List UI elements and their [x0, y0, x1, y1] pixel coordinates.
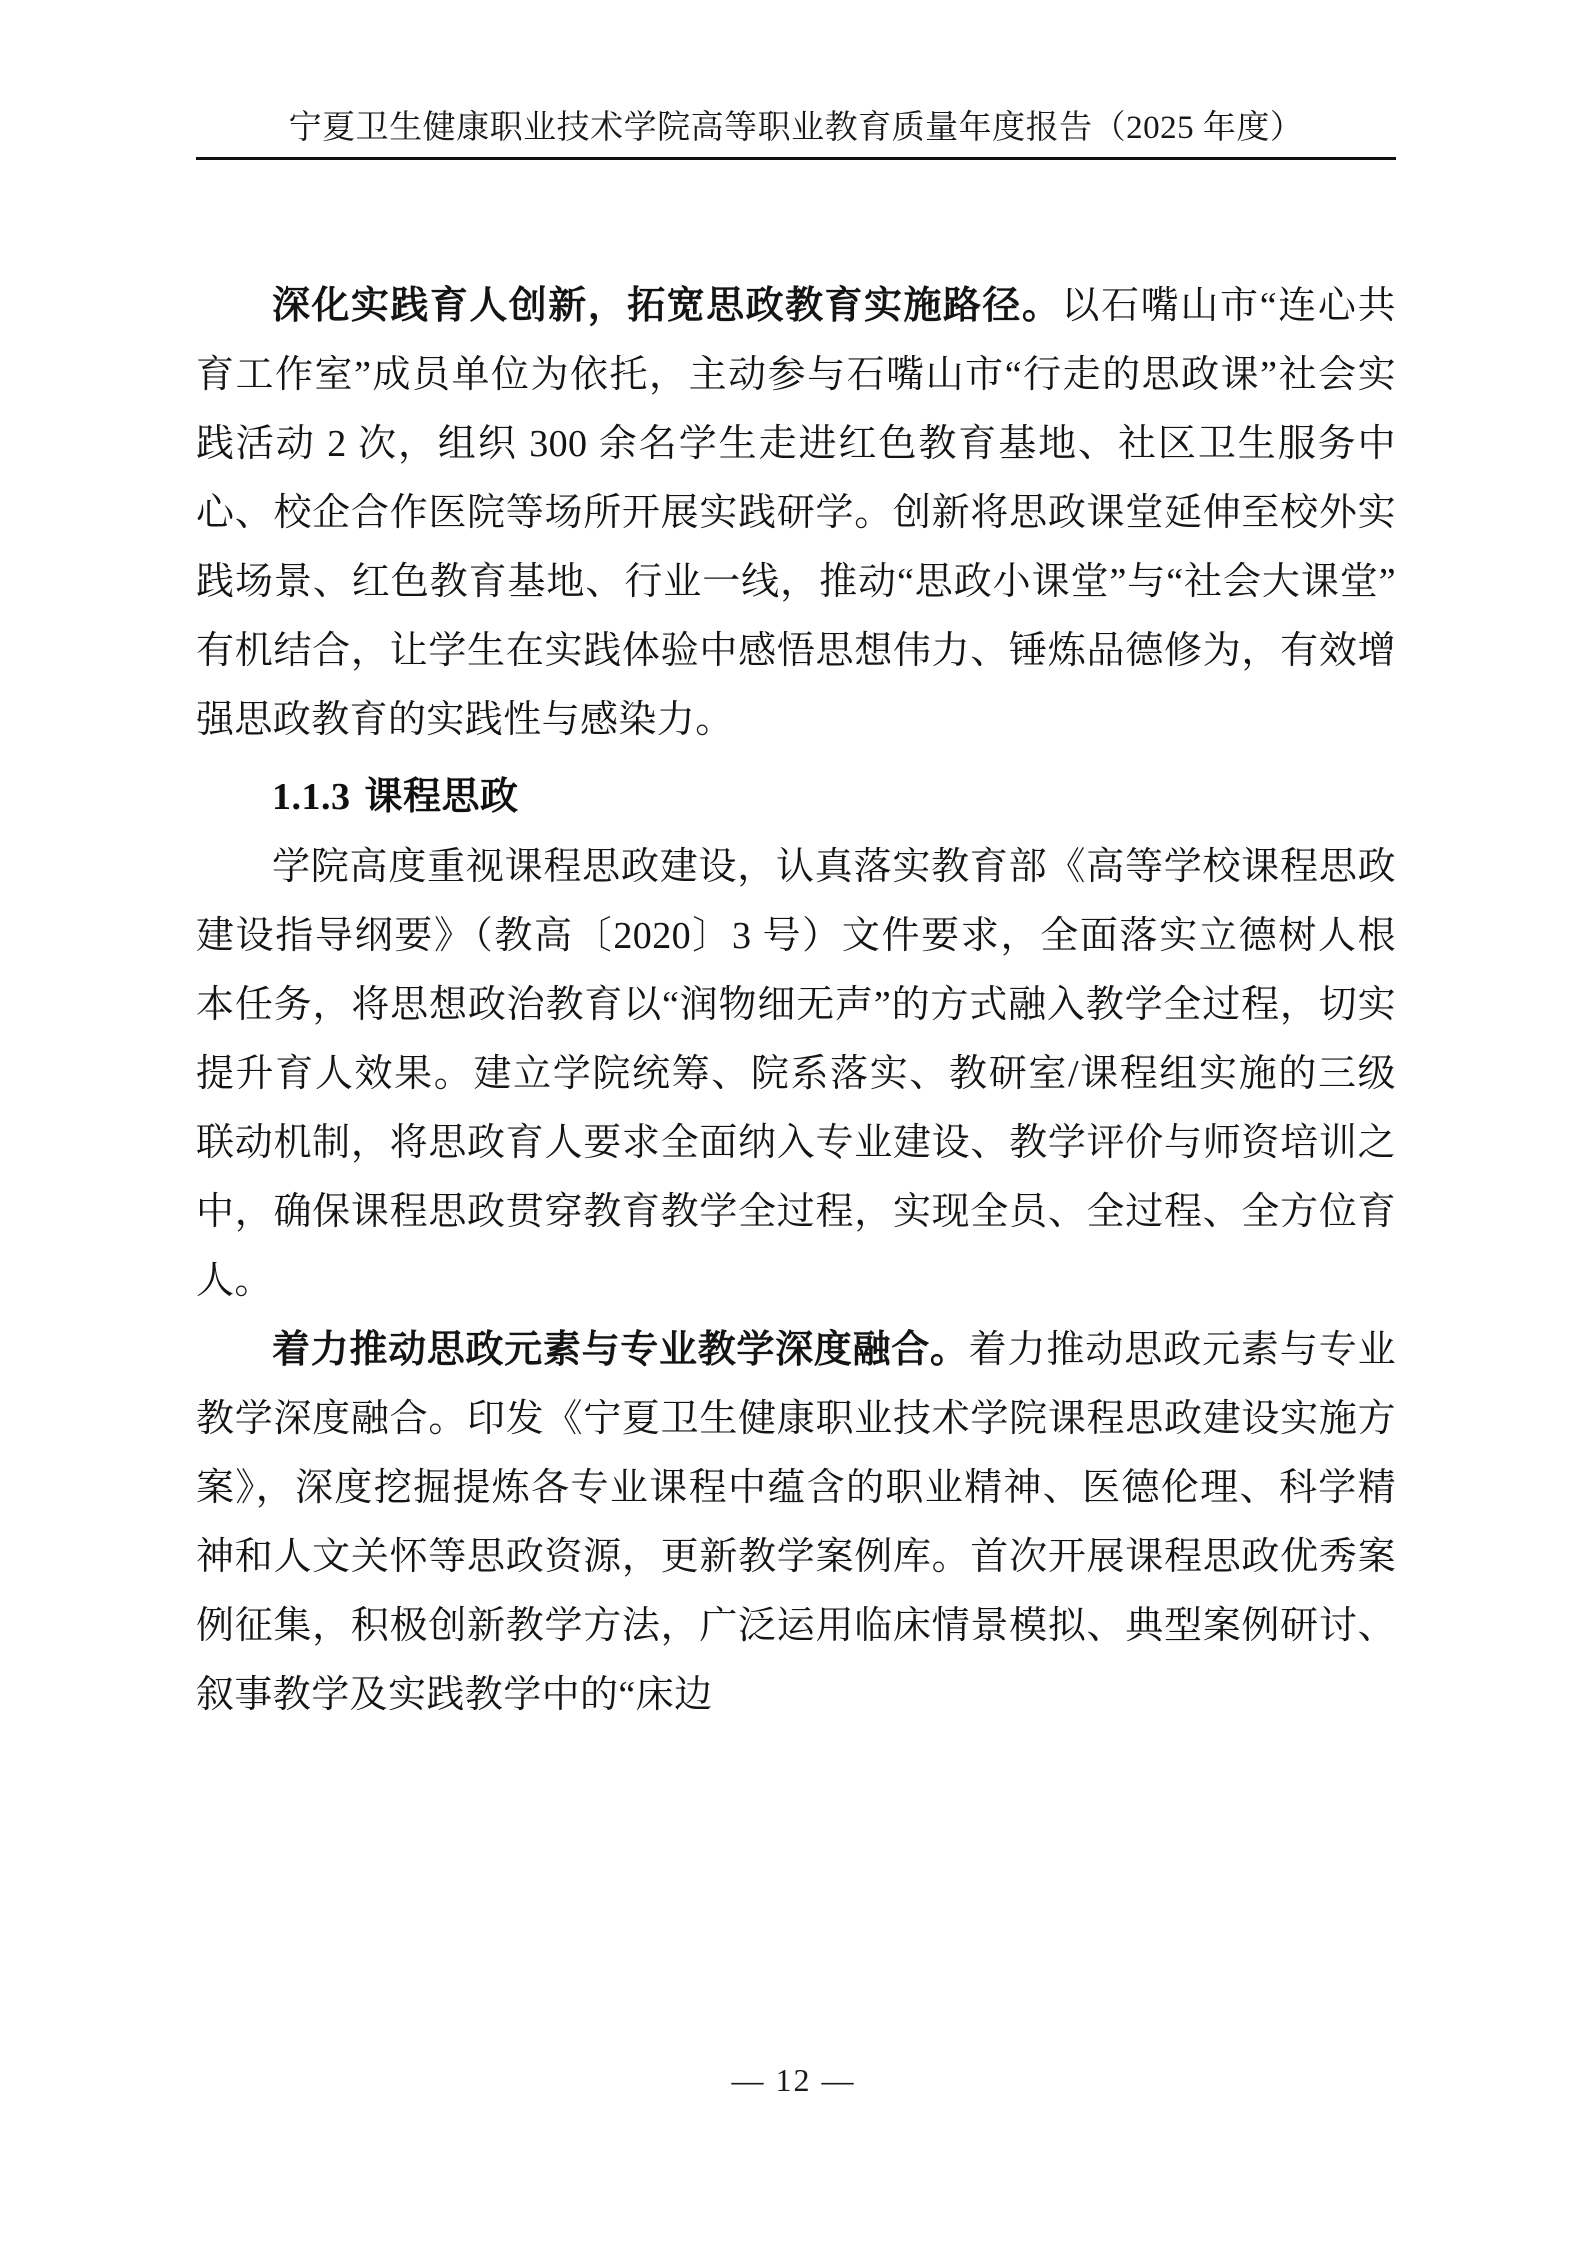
paragraph-practice-education: [196, 272, 1396, 755]
section-heading-113: [196, 765, 1396, 829]
paragraph-lead-bold: 着力推动思政元素与专业教学深度融合。: [272, 1329, 969, 1371]
header-divider-rule: [196, 157, 1396, 160]
page-number: — 12 —: [731, 2062, 856, 2098]
paragraph-curriculum-ideology: [196, 833, 1396, 1316]
running-header: [196, 108, 1396, 160]
section-heading-title: 课程思政: [364, 776, 519, 818]
running-header-title: 宁夏卫生健康职业技术学院高等职业教育质量年度报告（2025 年度）: [288, 110, 1304, 146]
page-footer: [0, 2062, 1587, 2099]
paragraph-integration: [196, 1316, 1396, 1730]
section-heading-number: 1.1.3: [272, 776, 351, 818]
paragraph-lead-bold: 深化实践育人创新，拓宽思政教育实施路径。: [272, 285, 1062, 327]
page-content: [196, 272, 1396, 1730]
paragraph-body-text: 以石嘴山市“连心共育工作室”成员单位为依托，主动参与石嘴山市“行走的思政课”社会实践活动 2 次，组织 300 余名学生走进红色教育基地、社区卫生服务中心、校企合作医院等场所开展实践研学。创新将思政课堂延伸至校外实践场景、红色教育基地、行业一线，推动“思政小课堂”与“社会大课堂”有机结合，让学生在实践体验中感悟思想伟力、锤炼品德修为，有效增强思政教育的实践性与感染力。: [196, 285, 1396, 741]
paragraph-body-text: 学院高度重视课程思政建设，认真落实教育部《高等学校课程思政建设指导纲要》（教高〔2020〕3 号）文件要求，全面落实立德树人根本任务，将思想政治教育以“润物细无声”的方式融入教学全过程，切实提升育人效果。建立学院统筹、院系落实、教研室/课程组实施的三级联动机制，将思政育人要求全面纳入专业建设、教学评价与师资培训之中，确保课程思政贯穿教育教学全过程，实现全员、全过程、全方位育人。: [196, 846, 1396, 1302]
paragraph-body-text: 着力推动思政元素与专业教学深度融合。印发《宁夏卫生健康职业技术学院课程思政建设实施方案》，深度挖掘提炼各专业课程中蕴含的职业精神、医德伦理、科学精神和人文关怀等思政资源，更新教学案例库。首次开展课程思政优秀案例征集，积极创新教学方法，广泛运用临床情景模拟、典型案例研讨、叙事教学及实践教学中的“床边: [196, 1329, 1396, 1716]
